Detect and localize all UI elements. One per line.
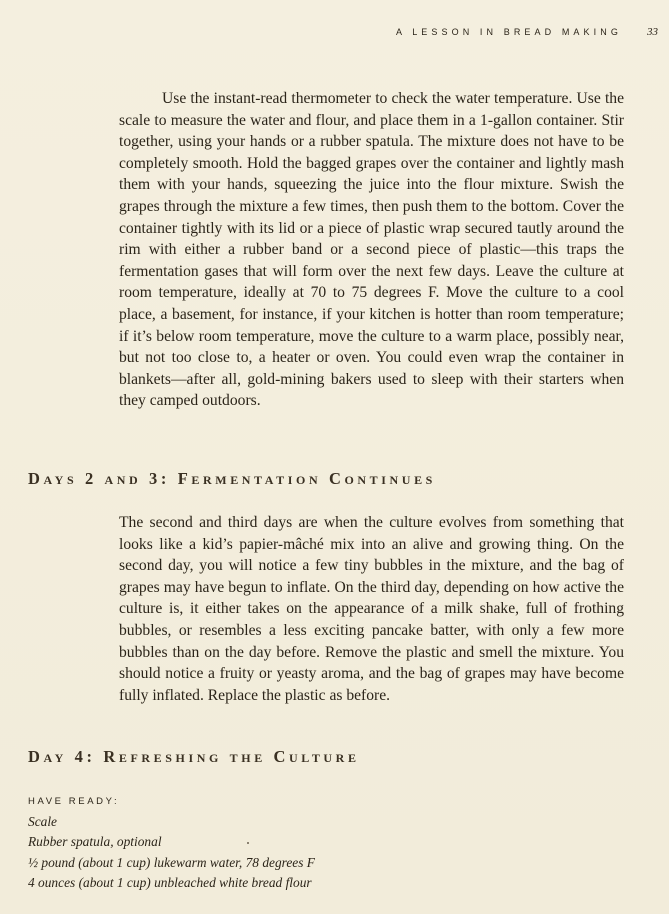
ingredient-item: ½ pound (about 1 cup) lukewarm water, 78 degrees F xyxy=(28,854,315,870)
have-ready-label: HAVE READY: xyxy=(28,796,120,807)
ingredient-list xyxy=(28,812,315,894)
running-head: A LESSON IN BREAD MAKING xyxy=(396,27,622,37)
print-speck xyxy=(247,842,249,844)
section-heading-day-4: Day 4: Refreshing the Culture xyxy=(28,747,360,766)
ingredient-item: Rubber spatula, optional xyxy=(28,834,162,850)
body-paragraph-2: The second and third days are when the culture evolves from something that looks like a kid’s papier-mâché mix into an alive and growing thing. On the second day, you will notice a few tiny bubbles in the mixture, and the bag of grapes may have begun to inflate. On the third day, depending on how active the culture is, it either takes on the appearance of a milk shake, full of frothing bubbles, or resembles a less exciting pancake batter, with only a few more bubbles than on the day before. Remove the plastic and smell the mixture. You should notice a fruity or yeasty aroma, and the bag of grapes may have become fully inflated. Replace the plastic as before. xyxy=(119,514,624,704)
ingredient-item: Scale xyxy=(28,814,57,829)
page-number: 33 xyxy=(647,26,658,38)
body-paragraph-1: Use the instant-read thermometer to check the water temperature. Use the scale to measure the water and flour, and place them in a 1-gallon container. Stir together, using your hands or a rubber spatula. The mixture does not have to be completely smooth. Hold the bagged grapes over the container and lightly mash them with your hands, squeezing the juice into the flour mixture. Swish the grapes through the mixture a few times, then push them to the bottom. Cover the container tightly with its lid or a piece of plastic wrap secured tautly around the rim with either a rubber band or a second piece of plastic—this traps the fermentation gases that will form over the next few days. Leave the culture at room temperature, ideally at 70 to 75 degrees F. Move the culture to a cool place, a basement, for instance, if your kitchen is hotter than room temperature; if it’s below room temperature, move the culture to a warm place, possibly near, but not too close to, a heater or oven. You could even wrap the container in blankets—after all, gold-mining bakers used to sleep with their starters when they camped outdoors. xyxy=(119,90,624,410)
ingredient-item: 4 ounces (about 1 cup) unbleached white bread flour xyxy=(28,875,312,891)
section-heading-days-2-and-3: Days 2 and 3: Fermentation Continues xyxy=(28,469,436,488)
